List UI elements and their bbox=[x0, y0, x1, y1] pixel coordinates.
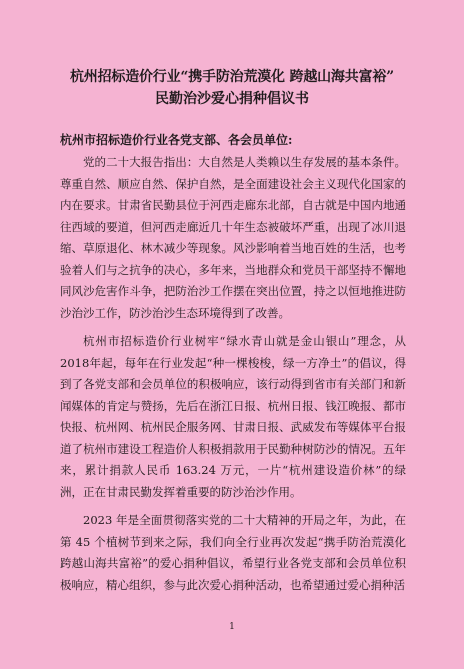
paragraph-1: 党的二十大报告指出：大自然是人类赖以生存发展的基本条件。尊重自然、顺应自然、保护自然，是全面建设社会主义现代化国家的内在要求。甘肃省民勤县位于河西走廊东北部，自古就是中国内地通往西域的要道，但河西走廊近几十年生态被破坏严重，出现了冰川退缩、草原退化、林木减少等现象。风沙影响着当地百姓的生活，也考验着人们与之抗争的决心，多年来，当地群众和党员干部坚持不懈地同风沙危害作斗争，把防治沙工作摆在突出位置，持之以恒地推进防沙治沙工作，防沙治沙生态环境得到了改善。 bbox=[60, 155, 406, 320]
page-number: 1 bbox=[229, 622, 235, 632]
title-line-1: 杭州招标造价行业“携手防治荒漠化 跨越山海共富裕” bbox=[70, 69, 394, 85]
paragraph-2: 杭州市招标造价行业树牢“绿水青山就是金山银山”理念，从2018年起，每年在行业发起“种一棵梭梭，绿一方净土”的倡议，得到了各党支部和会员单位的积极响应，该行动得到省市有关部门和新闻媒体的肯定与赞扬，先后在浙江日报、杭州日报、钱江晚报、都市快报、杭州网、杭州民企服务网、甘肃日报、武威发布等媒体平台报道了杭州市建设工程造价人积极捐款用于民勤种树防沙的情况。五年来，累计捐款人民币 163.24 万元，一片“杭州建设造价林”的绿洲，正在甘肃民勤发挥着重要的防沙治沙作用。 bbox=[60, 334, 406, 499]
salutation: 杭州市招标造价行业各党支部、各会员单位: bbox=[60, 133, 293, 147]
document-body bbox=[60, 152, 406, 603]
title-line-2: 民勤治沙爱心捐种倡议书 bbox=[155, 91, 309, 107]
document-title bbox=[20, 66, 444, 110]
paragraph-3: 2023 年是全面贯彻落实党的二十大精神的开局之年，为此，在第 45 个植树节到来之际，我们向全行业再次发起“携手防治荒漠化跨越山海共富裕”的爱心捐种倡议，希望行业各党支部和会员单位积极响应，精心组织，参与此次爱心捐种活动，也希望通过爱心捐种活 bbox=[60, 513, 406, 592]
